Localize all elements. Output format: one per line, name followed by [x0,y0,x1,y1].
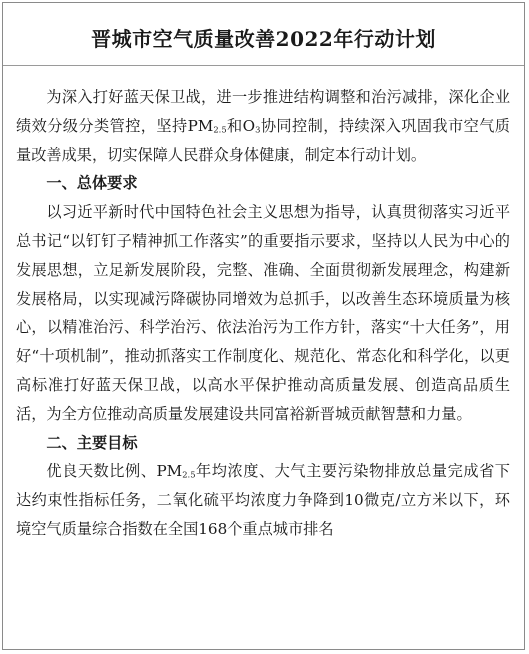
intro-text-2: 和O [226,116,256,135]
intro-paragraph [16,83,510,169]
section-heading-targets: 二、主要目标 [46,433,138,452]
document-page [2,2,525,650]
intro-text-3: 协同控制，持续深入巩固我市空气质量改善成果，切实保障人民群众身体健康，制定本行动计划。 [16,116,510,164]
pm-subscript: 2.5 [213,124,227,135]
title-divider [3,65,524,66]
targets-text-1: 优良天数比例、PM [46,462,183,481]
intro-text-1: 为深入打好蓝天保卫战，进一步推进结构调整和治污减排，深化企业绩效分级分类管控，坚持PM [16,88,510,135]
section-heading-general: 一、总体要求 [46,174,138,193]
document-title: 晋城市空气质量改善2022年行动计划 [91,27,436,51]
targets-text-2: 年均浓度、大气主要污染物排放总量完成省下达约束性指标任务，二氧化硫平均浓度力争降到10微克/立方米以下，环境空气质量综合指数在全国168个重点城市排名 [16,462,510,538]
targets-pm-subscript: 2.5 [182,469,196,480]
section-text-targets [16,457,510,543]
section-text-general: 以习近平新时代中国特色社会主义思想为指导，认真贯彻落实习近平总书记“以钉钉子精神抓工作落实”的重要指示要求，坚持以人民为中心的发展思想，立足新发展阶段，完整、准确、全面贯彻新发展理念，构建新发展格局，以实现减污降碳协同增效为总抓手，以改善生态环境质量为核心，以精准治污、科学治污、依法治污为工作方针，落实“十大任务”，用好“十项机制”，推动抓落实工作制度化、规范化、常态化和科学化，以更高标准打好蓝天保卫战，以高水平保护推动高质量发展、创造高品质生活，为全方位推动高质量发展建设共同富裕新晋城贡献智慧和力量。 [16,203,510,423]
document-body [16,83,510,544]
o3-subscript: 3 [255,124,261,135]
